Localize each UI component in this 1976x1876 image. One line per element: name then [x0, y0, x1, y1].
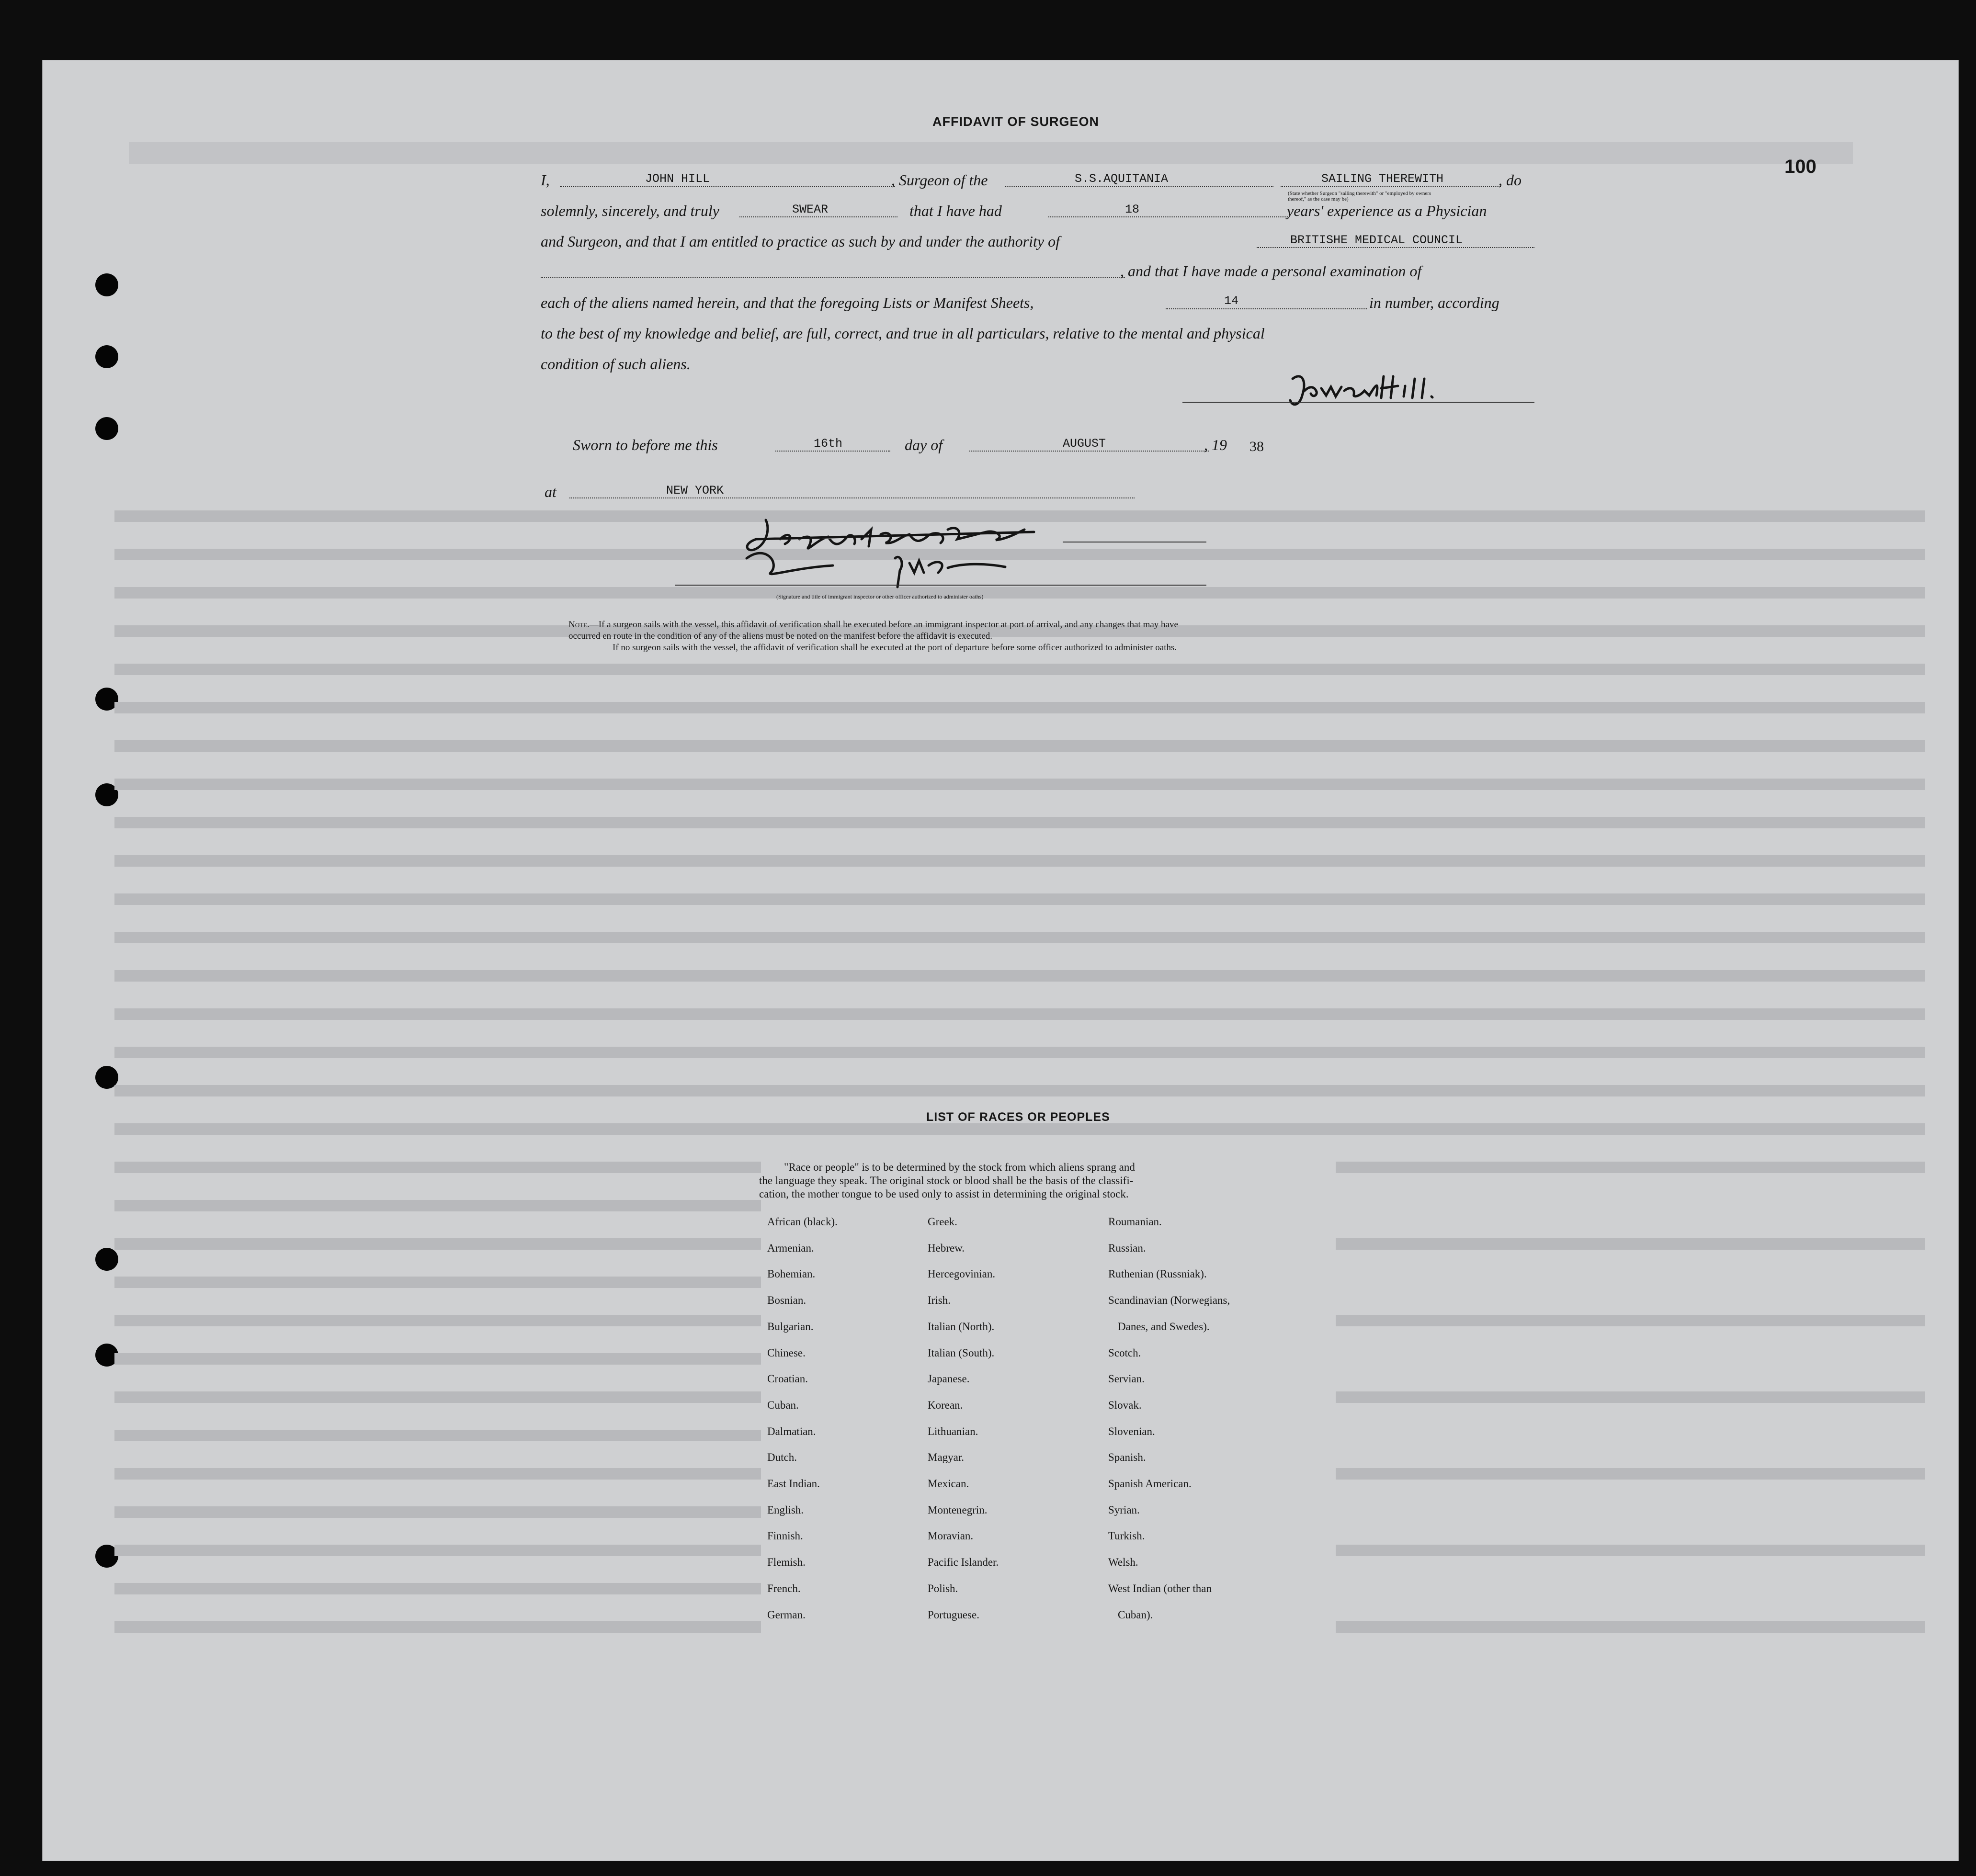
race-list-item: Moravian. — [928, 1530, 974, 1542]
at-label: at — [545, 483, 556, 500]
race-list-item: Bohemian. — [767, 1268, 816, 1280]
bleed-through-row — [114, 932, 1925, 943]
surgeon-signature-rule — [1182, 402, 1534, 403]
race-list-item: Pacific Islander. — [928, 1556, 999, 1569]
affidavit-line-5-b: in number, according — [1369, 294, 1499, 311]
race-list-item: Scotch. — [1108, 1346, 1141, 1359]
race-list-item: Turkish. — [1108, 1530, 1145, 1542]
race-list-item: Irish. — [928, 1294, 951, 1307]
surgeon-signature — [1283, 362, 1484, 415]
race-list-item: Portuguese. — [928, 1608, 979, 1621]
bleed-through-row — [1336, 1468, 1925, 1480]
affidavit-line-3: and Surgeon, and that I am entitled to practice as such by and under the authority of — [541, 233, 1060, 250]
sworn-label: Sworn to before me this — [573, 436, 718, 453]
race-list-item: Dalmatian. — [767, 1425, 816, 1437]
bleed-through-row — [114, 1200, 761, 1211]
affidavit-title: AFFIDAVIT OF SURGEON — [932, 114, 1099, 129]
bleed-through-row — [114, 1162, 761, 1173]
race-list-item: Mexican. — [928, 1478, 969, 1490]
race-list-item: Russian. — [1108, 1242, 1146, 1254]
race-list-item: Ruthenian (Russniak). — [1108, 1268, 1207, 1280]
affidavit-line-6: to the best of my knowledge and belief, are full, correct, and true in all particulars, relative to the mental and physical — [541, 325, 1265, 342]
inspector-signature-caption: (Signature and title of immigrant inspector or other officer authorized to administer oaths) — [776, 593, 984, 600]
binder-hole — [95, 273, 118, 296]
sailing-rule — [1281, 186, 1501, 187]
race-list-item: Servian. — [1108, 1373, 1145, 1385]
sworn-day-of: day of — [905, 436, 943, 453]
surgeon-name: JOHN HILL — [645, 172, 710, 186]
race-list-item: Scandinavian (Norwegians, — [1108, 1294, 1230, 1307]
race-list-item: Syrian. — [1108, 1503, 1140, 1516]
race-list-item: English. — [767, 1503, 804, 1516]
race-list-item: Croatian. — [767, 1373, 808, 1385]
race-list-item: Bosnian. — [767, 1294, 806, 1307]
sheets-rule — [1166, 308, 1367, 309]
affidavit-note-3: If no surgeon sails with the vessel, the affidavit of verification shall be executed at the port of departure before some officer authorized to administer oaths. — [613, 643, 1177, 653]
bleed-through-row — [114, 779, 1925, 790]
race-list-item: Flemish. — [767, 1556, 806, 1569]
race-list-item: West Indian (other than — [1108, 1582, 1212, 1594]
inspector-title-rule — [675, 585, 1206, 586]
bleed-through-row — [114, 1238, 761, 1250]
races-intro-2: the language they speak. The original stock or blood shall be the basis of the classifi- — [759, 1175, 1134, 1187]
place-rule — [569, 497, 1135, 498]
note-label: Note. — [568, 620, 590, 630]
affidavit-note-1 — [568, 619, 1178, 631]
race-list-item: Magyar. — [928, 1451, 965, 1464]
race-list-item: Bulgarian. — [767, 1320, 814, 1333]
race-list-item: Italian (North). — [928, 1320, 995, 1333]
sworn-day-rule — [775, 451, 890, 452]
bleed-through-row — [114, 1468, 761, 1480]
bleed-through-row — [114, 893, 1925, 905]
bleed-through-row — [1336, 1315, 1925, 1326]
bleed-through-row — [1336, 1238, 1925, 1250]
sworn-year-prefix: , 19 — [1204, 436, 1227, 453]
races-column-1 — [767, 1215, 940, 1637]
bleed-through-row — [114, 1353, 761, 1365]
races-column-2 — [928, 1215, 1100, 1637]
bleed-through-row — [114, 1583, 761, 1594]
sworn-month: AUGUST — [1063, 437, 1106, 451]
affidavit-line-5-a: each of the aliens named herein, and that the foregoing Lists or Manifest Sheets, — [541, 294, 1034, 311]
bleed-through-row — [114, 1277, 761, 1288]
race-list-item: German. — [767, 1608, 806, 1621]
bleed-through-row — [114, 1391, 761, 1403]
race-list-item: Danes, and Swedes). — [1118, 1320, 1210, 1333]
bleed-through-row — [114, 855, 1925, 867]
note-text-1: —If a surgeon sails with the vessel, this affidavit of verification shall be executed before an immigrant inspector at port of arrival, and any changes that may have — [589, 620, 1178, 630]
bleed-through-row — [114, 740, 1925, 752]
inspector-signature — [737, 510, 1101, 600]
binder-hole — [95, 1248, 118, 1271]
race-list-item: Japanese. — [928, 1373, 970, 1385]
race-list-item: Dutch. — [767, 1451, 797, 1464]
affidavit-line-2-c: years' experience as a Physician — [1287, 202, 1487, 219]
authority-rule — [1257, 247, 1534, 248]
binder-hole — [95, 417, 118, 440]
licensing-authority: BRITISHE MEDICAL COUNCIL — [1290, 233, 1463, 247]
sworn-year: 38 — [1249, 439, 1264, 454]
race-list-item: Chinese. — [767, 1346, 806, 1359]
bleed-through-row — [114, 1047, 1925, 1058]
sailing-status: SAILING THEREWITH — [1321, 172, 1444, 186]
affidavit-line-2-b: that I have had — [909, 202, 1002, 219]
page-number: 100 — [1784, 156, 1817, 177]
race-list-item: Spanish American. — [1108, 1478, 1192, 1490]
bleed-through-row — [114, 702, 1925, 713]
race-list-item: East Indian. — [767, 1478, 820, 1490]
race-list-item: Hercegovinian. — [928, 1268, 996, 1280]
manifest-sheet — [42, 60, 1959, 1861]
sworn-place: NEW YORK — [666, 484, 724, 497]
affidavit-note-2: occurred en route in the condition of any of the aliens must be noted on the manifest before the affidavit is executed. — [568, 631, 992, 641]
race-list-item: Roumanian. — [1108, 1216, 1162, 1228]
bleed-through-row — [1336, 1545, 1925, 1556]
races-column-3 — [1108, 1215, 1300, 1637]
bleed-through-row — [114, 817, 1925, 828]
bleed-through-row — [114, 970, 1925, 982]
affidavit-line-4: , and that I have made a personal examination of — [1120, 262, 1422, 280]
oath-rule — [739, 216, 897, 217]
bleed-through-row — [114, 1430, 761, 1441]
race-list-item: Hebrew. — [928, 1242, 965, 1254]
affidavit-line-1-surgeon-of: , Surgeon of the — [891, 171, 988, 189]
race-list-item: Spanish. — [1108, 1451, 1146, 1464]
race-list-item: Greek. — [928, 1216, 957, 1228]
race-list-item: African (black). — [767, 1216, 838, 1228]
bleed-through-row — [1336, 1391, 1925, 1403]
race-list-item: French. — [767, 1582, 801, 1594]
bleed-through-row — [114, 1085, 1925, 1096]
bleed-through-row — [1336, 1621, 1925, 1633]
race-list-item: Finnish. — [767, 1530, 803, 1542]
vessel-name: S.S.AQUITANIA — [1075, 172, 1169, 186]
race-list-item: Montenegrin. — [928, 1503, 988, 1516]
races-title: LIST OF RACES OR PEOPLES — [926, 1110, 1110, 1124]
race-list-item: Slovenian. — [1108, 1425, 1155, 1437]
bleed-through-row — [114, 664, 1925, 675]
race-list-item: Italian (South). — [928, 1346, 995, 1359]
race-list-item: Welsh. — [1108, 1556, 1138, 1569]
bleed-through-row — [114, 1315, 761, 1326]
bleed-through-row — [114, 1008, 1925, 1020]
blank-rule — [541, 277, 1125, 278]
bleed-through-row — [114, 1506, 761, 1518]
race-list-item: Polish. — [928, 1582, 958, 1594]
affidavit-line-1-intro: I, — [541, 171, 550, 189]
oath-word: SWEAR — [792, 203, 829, 216]
name-rule — [560, 186, 895, 187]
race-list-item: Armenian. — [767, 1242, 814, 1254]
race-list-item: Slovak. — [1108, 1399, 1142, 1411]
years-experience: 18 — [1125, 203, 1140, 216]
binder-hole — [95, 345, 118, 368]
bleed-through-row — [114, 1123, 1925, 1135]
years-rule — [1048, 216, 1288, 217]
affidavit-line-1-do: , do — [1499, 171, 1522, 189]
race-list-item: Lithuanian. — [928, 1425, 978, 1437]
bleed-through-row — [114, 1621, 761, 1633]
vessel-rule — [1005, 186, 1273, 187]
races-intro-1: "Race or people" is to be determined by the stock from which aliens sprang and — [784, 1161, 1135, 1173]
race-list-item: Cuban). — [1118, 1608, 1153, 1621]
bleed-through-row — [1336, 1162, 1925, 1173]
sworn-month-rule — [969, 451, 1209, 452]
sworn-day: 16th — [814, 437, 843, 451]
bleed-through-row — [129, 142, 1853, 164]
affidavit-line-7: condition of such aliens. — [541, 355, 691, 373]
sailing-note: (State whether Surgeon "sailing therewith" or "employed by owners thereof," as the case may be) — [1288, 191, 1431, 202]
manifest-sheet-count: 14 — [1224, 294, 1239, 308]
race-list-item: Korean. — [928, 1399, 963, 1411]
race-list-item: Cuban. — [767, 1399, 799, 1411]
races-intro-3: cation, the mother tongue to be used only to assist in determining the original stock. — [759, 1188, 1129, 1200]
affidavit-line-2-a: solemnly, sincerely, and truly — [541, 202, 719, 219]
bleed-through-row — [114, 1545, 761, 1556]
